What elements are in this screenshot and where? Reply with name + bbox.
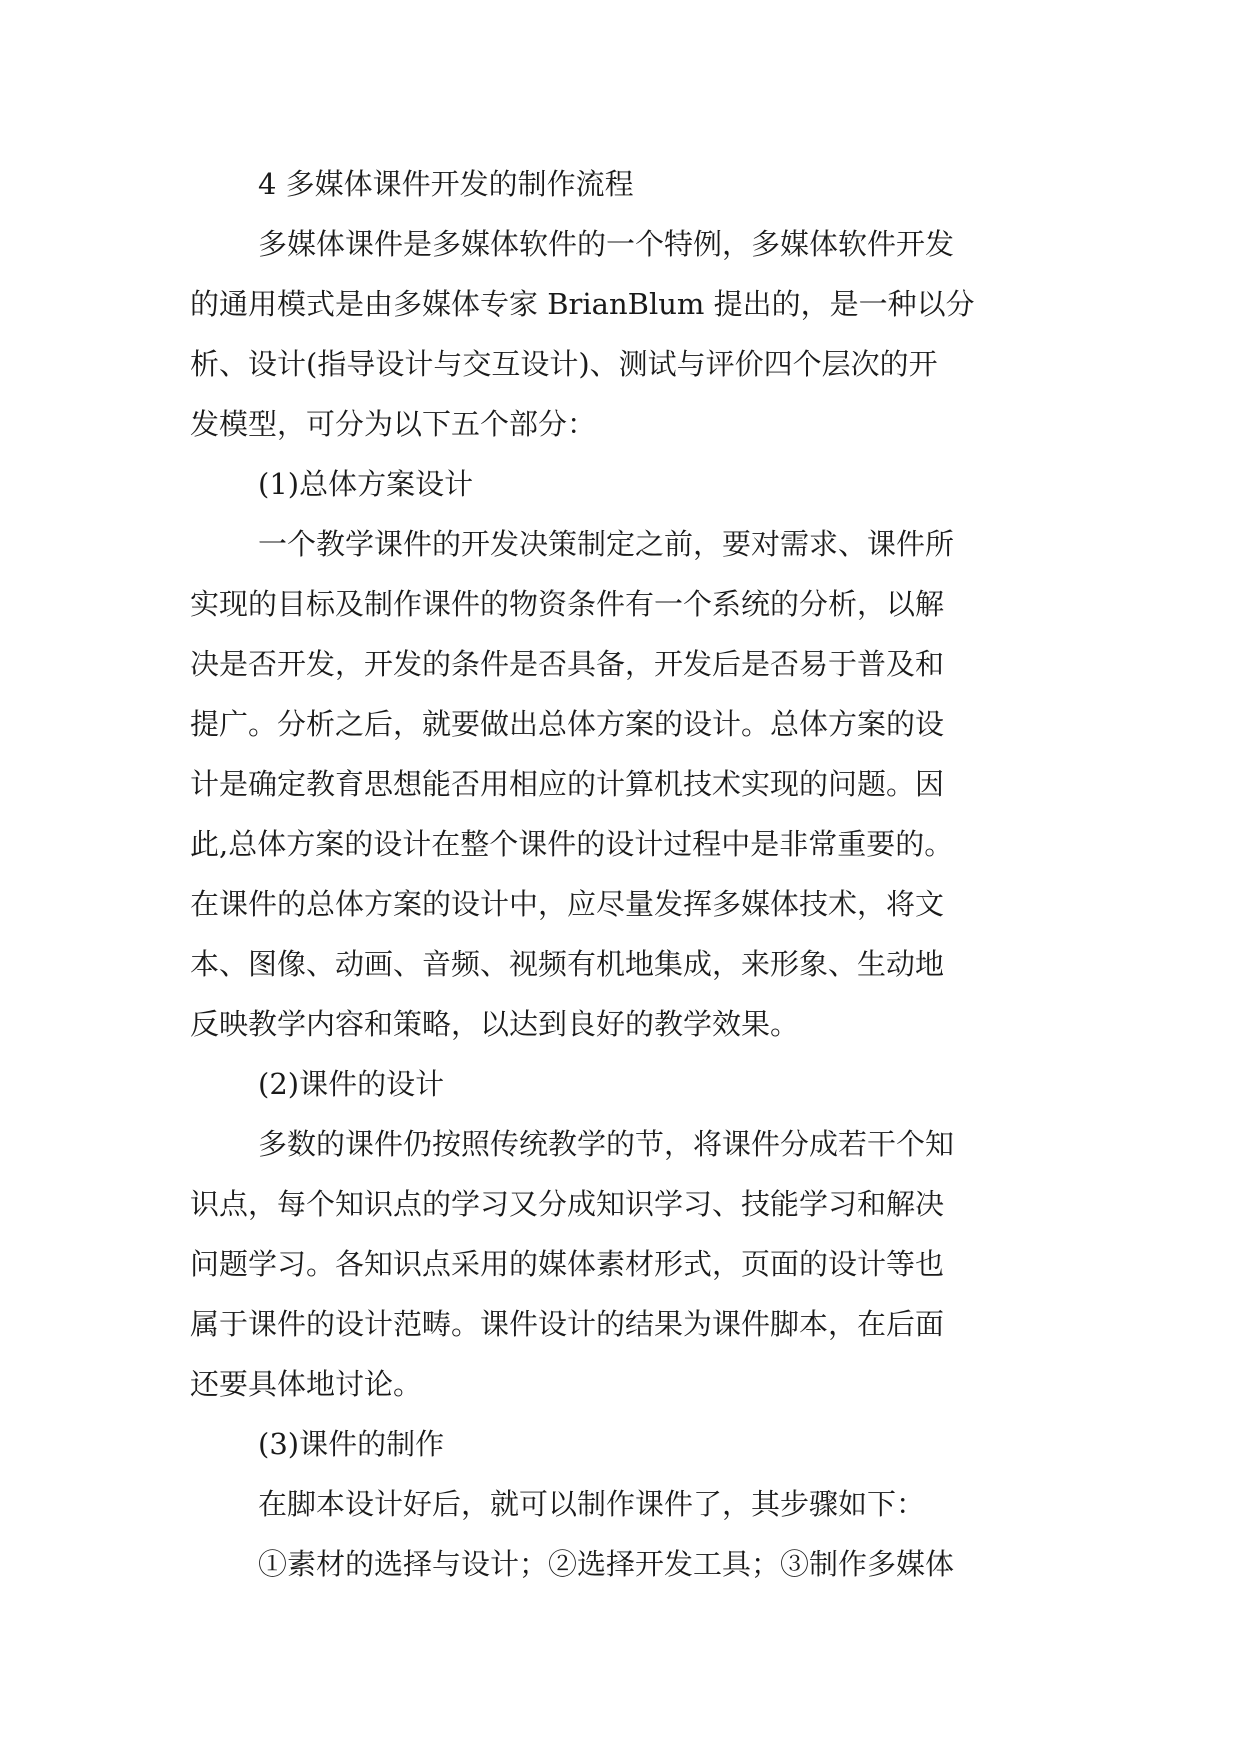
paragraph-line: 还要具体地讨论。 [190,1367,423,1401]
paragraph-line: 实现的目标及制作课件的物资条件有一个系统的分析，以解 [190,587,945,621]
paragraph-line: 决是否开发，开发的条件是否具备，开发后是否易于普及和 [190,647,945,681]
document-body [190,154,1060,1594]
subsection-heading: (3)课件的制作 [258,1427,445,1461]
paragraph-line: 在课件的总体方案的设计中，应尽量发挥多媒体技术，将文 [190,887,945,921]
paragraph-line: 的通用模式是由多媒体专家 BrianBlum 提出的，是一种以分 [190,287,975,321]
subsection-heading: (1)总体方案设计 [258,467,474,501]
paragraph-line: 反映教学内容和策略，以达到良好的教学效果。 [190,1007,800,1041]
paragraph-line: 提广。分析之后，就要做出总体方案的设计。总体方案的设 [190,707,945,741]
paragraph-line: ①素材的选择与设计；②选择开发工具；③制作多媒体 [258,1547,955,1581]
paragraph-line: 本、图像、动画、音频、视频有机地集成，来形象、生动地 [190,947,945,981]
paragraph-line: 此,总体方案的设计在整个课件的设计过程中是非常重要的。 [190,827,954,861]
paragraph-line: 在脚本设计好后，就可以制作课件了，其步骤如下： [258,1487,926,1521]
paragraph-line: 计是确定教育思想能否用相应的计算机技术实现的问题。因 [190,767,945,801]
paragraph-line: 属于课件的设计范畴。课件设计的结果为课件脚本，在后面 [190,1307,945,1341]
subsection-heading: (2)课件的设计 [258,1067,445,1101]
paragraph-line: 析、设计(指导设计与交互设计)、测试与评价四个层次的开 [190,347,938,381]
paragraph-line: 一个教学课件的开发决策制定之前，要对需求、课件所 [258,527,955,561]
paragraph-line: 问题学习。各知识点采用的媒体素材形式，页面的设计等也 [190,1247,945,1281]
paragraph-line: 发模型，可分为以下五个部分： [190,407,597,441]
section-heading: 4 多媒体课件开发的制作流程 [258,167,634,201]
paragraph-line: 识点，每个知识点的学习又分成知识学习、技能学习和解决 [190,1187,945,1221]
paragraph-line: 多媒体课件是多媒体软件的一个特例，多媒体软件开发 [258,227,955,261]
paragraph-line: 多数的课件仍按照传统教学的节，将课件分成若干个知 [258,1127,955,1161]
